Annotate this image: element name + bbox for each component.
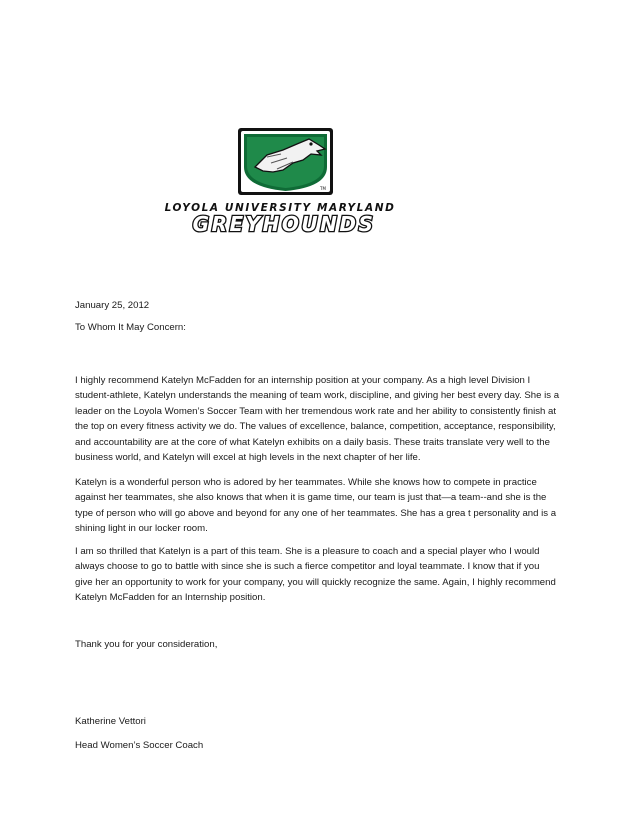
paragraph-line: student-athlete, Katelyn understands the meaning of team work, discipline, and giving her best every day. She is a [75, 390, 560, 402]
salutation: To Whom It May Concern: [75, 322, 186, 333]
paragraph-1 [75, 373, 565, 465]
greyhounds-shield-logo [237, 127, 334, 196]
paragraph-line: business world, and Katelyn will excel at high levels in the next chapter of her life. [75, 452, 421, 464]
signature-title: Head Women’s Soccer Coach [75, 740, 204, 751]
paragraph-line: shining light in our locker room. [75, 523, 208, 535]
closing-line: Thank you for your consideration, [75, 639, 218, 650]
paragraph-3 [75, 544, 565, 606]
university-wordmark: LOYOLA UNIVERSITY MARYLAND [164, 202, 396, 214]
paragraph-line: leader on the Loyola Women’s Soccer Team with her tremendous work rate and her ability to consistently finish at [75, 405, 557, 417]
signature-name: Katherine Vettori [75, 716, 146, 727]
paragraph-line: type of person who will go above and beyond for any one of her teammates. She has a grea t personality and is a [75, 507, 557, 519]
paragraph-2 [75, 475, 565, 537]
paragraph-line: and accountability are at the core of what Katelyn exhibits on a daily basis. These traits translate very well to the [75, 436, 550, 448]
paragraph-line: give her an opportunity to work for your company, you will quickly recognize the same. Again, I highly recommend [75, 576, 556, 588]
paragraph-line: I highly recommend Katelyn McFadden for an internship position at your company. As a high level Division I [75, 375, 531, 386]
letter-date: January 25, 2012 [75, 300, 150, 311]
paragraph-line: the top on every fitness activity we do. The values of excellence, balance, competition, acceptance, responsibility, [75, 421, 556, 433]
paragraph-line: always choose to go to battle with since she is such a fierce competitor and loyal teammate. I know that if you [75, 561, 540, 573]
greyhounds-wordmark [153, 214, 415, 236]
paragraph-line: against her teammates, she also knows that when it is game time, our team is just that—a team--and she is the [75, 492, 547, 504]
paragraph-line: Katelyn is a wonderful person who is adored by her teammates. While she knows how to compete in practice [75, 477, 537, 488]
paragraph-line: I am so thrilled that Katelyn is a part of this team. She is a pleasure to coach and a special player who I would [75, 546, 540, 557]
paragraph-line: Katelyn McFadden for an Internship position. [75, 592, 266, 604]
trademark-mark: TM [320, 186, 326, 191]
greyhounds-wordmark-text: GREYHOUNDS [192, 214, 376, 236]
